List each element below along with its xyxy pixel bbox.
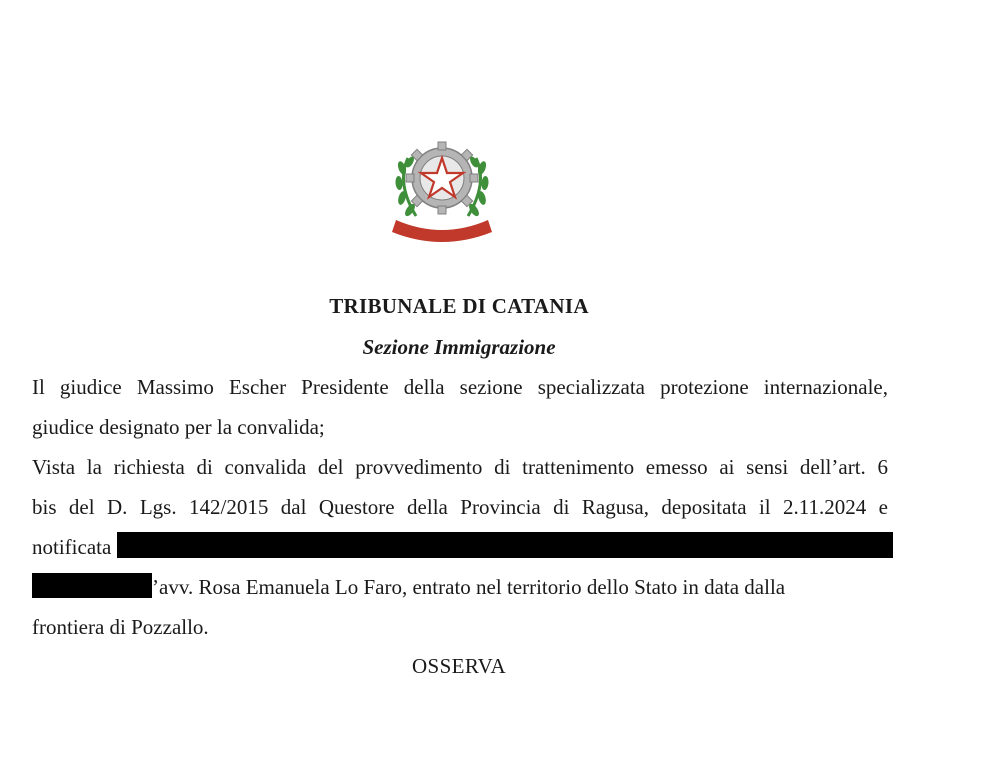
osserva-heading: OSSERVA bbox=[411, 654, 507, 678]
repubblica-italiana-emblem-icon bbox=[388, 128, 496, 248]
paragraph-line: bis del D. Lgs. 142/2015 dal Questore della Provincia di Ragusa, depositata il 2.11.2024 e bbox=[32, 495, 888, 519]
paragraph-line: Il giudice Massimo Escher Presidente della sezione specializzata protezione internazionale, bbox=[32, 375, 888, 399]
paragraph-line: frontiera di Pozzallo. bbox=[32, 615, 209, 639]
section-subtitle: Sezione Immigrazione bbox=[362, 335, 556, 359]
paragraph-line: Vista la richiesta di convalida del provvedimento di trattenimento emesso ai sensi dell’art. 6 bbox=[32, 455, 888, 479]
paragraph-line: giudice designato per la convalida; bbox=[32, 415, 325, 439]
paragraph-line: notificata bbox=[32, 535, 112, 559]
paragraph-line-text: ’avv. Rosa Emanuela Lo Faro, entrato nel territorio dello Stato in data dalla bbox=[152, 575, 786, 599]
page-title: TRIBUNALE DI CATANIA bbox=[329, 294, 589, 318]
redaction-bar bbox=[117, 532, 893, 558]
paragraph-line bbox=[32, 575, 888, 600]
redaction-bar bbox=[32, 573, 152, 598]
